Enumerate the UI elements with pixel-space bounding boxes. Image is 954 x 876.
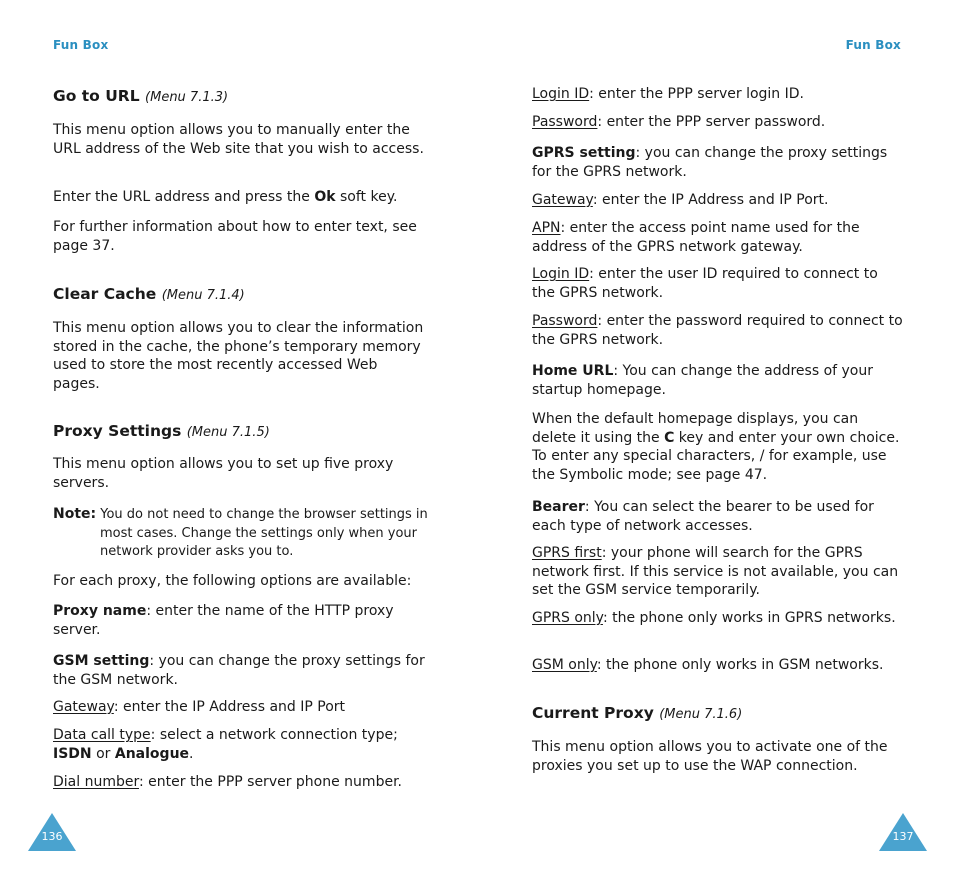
section-title-clear-cache: Clear Cache (Menu 7.1.4) — [53, 285, 245, 303]
running-head-right: Fun Box — [845, 38, 901, 52]
menu-ref: (Menu 7.1.3) — [145, 90, 229, 105]
option-proxy-name: Proxy name: enter the name of the HTTP proxy server. — [53, 603, 394, 638]
option-gateway: Gateway: enter the IP Address and IP Port. — [532, 192, 829, 208]
section-title-go-to-url: Go to URL (Menu 7.1.3) — [53, 87, 229, 105]
option-bearer: Bearer: You can select the bearer to be used for each type of network accesses. — [532, 499, 874, 534]
page-number-tab-left — [28, 813, 76, 851]
page-number: 137 — [892, 830, 914, 843]
option-gprs-first: GPRS first: your phone will search for the GPRS network first. If this service is not available, you can set the GSM service temporarily. — [532, 545, 899, 598]
option-gsm-setting: GSM setting: you can change the proxy settings for the GSM network. — [53, 653, 425, 688]
page-number: 136 — [41, 830, 63, 843]
option-password: Password: enter the PPP server password. — [532, 114, 826, 130]
option-login-id: Login ID: enter the PPP server login ID. — [532, 86, 804, 102]
option-home-url: Home URL: You can change the address of your startup homepage. — [532, 363, 873, 398]
section-title-current-proxy: Current Proxy (Menu 7.1.6) — [532, 704, 743, 722]
option-password-gprs: Password: enter the password required to connect to the GPRS network. — [532, 313, 903, 348]
option-gprs-only: GPRS only: the phone only works in GPRS networks. — [532, 610, 896, 626]
paragraph: This menu option allows you to set up five proxy servers. — [53, 456, 394, 491]
paragraph: Enter the URL address and press the Ok soft key. — [53, 189, 398, 205]
option-apn: APN: enter the access point name used for the address of the GPRS network gateway. — [532, 220, 860, 255]
note-label: Note: — [53, 506, 97, 522]
option-gateway: Gateway: enter the IP Address and IP Port — [53, 699, 346, 715]
menu-ref: (Menu 7.1.4) — [161, 288, 245, 303]
option-dial-number: Dial number: enter the PPP server phone number. — [53, 774, 402, 790]
section-title-proxy-settings: Proxy Settings (Menu 7.1.5) — [53, 422, 270, 440]
menu-ref: (Menu 7.1.6) — [659, 707, 743, 722]
option-login-id-gprs: Login ID: enter the user ID required to connect to the GPRS network. — [532, 266, 878, 301]
paragraph: When the default homepage displays, you can delete it using the C key and enter your own choice. To enter any special characters, / for example, use the Symbolic mode; see page 47. — [532, 411, 900, 483]
menu-ref: (Menu 7.1.5) — [186, 425, 270, 440]
option-gsm-only: GSM only: the phone only works in GSM networks. — [532, 657, 884, 673]
running-head-left: Fun Box — [53, 38, 109, 52]
page-number-tab-right — [879, 813, 927, 851]
paragraph: This menu option allows you to manually enter the URL address of the Web site that you wish to access. — [53, 122, 424, 157]
note: Note: You do not need to change the browser settings in most cases. Change the settings only when your network provider asks you to. — [53, 506, 428, 559]
paragraph: This menu option allows you to activate one of the proxies you set up to use the WAP connection. — [532, 739, 888, 774]
option-data-call-type: Data call type: select a network connection type; ISDN or Analogue. — [53, 727, 398, 762]
paragraph: For each proxy, the following options are available: — [53, 573, 412, 589]
paragraph: For further information about how to enter text, see page 37. — [53, 219, 417, 254]
paragraph: This menu option allows you to clear the information stored in the cache, the phone’s temporary memory used to store the most recently accessed Web pages. — [53, 320, 424, 392]
option-gprs-setting: GPRS setting: you can change the proxy settings for the GPRS network. — [532, 145, 888, 180]
